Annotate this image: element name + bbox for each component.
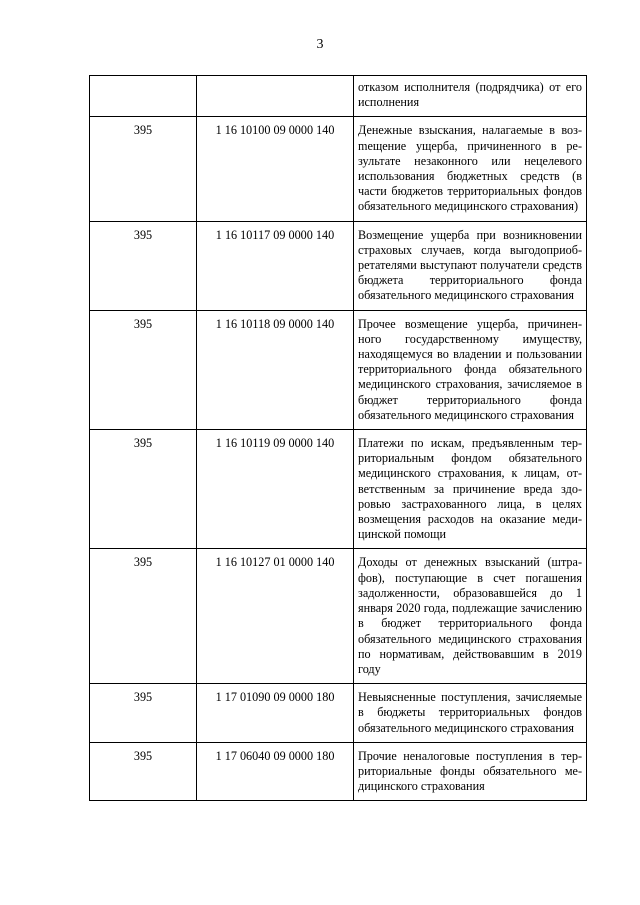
admin-code-cell: 395 bbox=[90, 221, 197, 310]
admin-code-cell: 395 bbox=[90, 684, 197, 743]
revenue-description-cell: Прочие неналоговые поступления в территориальные фонды обязательного медицинского страхования bbox=[354, 742, 587, 801]
revenue-description-cell: Невыясненные поступления, зачисляемые в бюджеты территориальных фондов обязательного медицинского страхования bbox=[354, 684, 587, 743]
revenue-description-cell: Возмещение ущерба при возникновении страховых случаев, когда выгодоприобретателями выступают получатели средств бюджета территориального фонда обязательного медицинского страхования bbox=[354, 221, 587, 310]
budget-codes-table bbox=[89, 75, 587, 801]
revenue-description-cell: Денежные взыскания, налагаемые в возmещение ущерба, причиненного в результате незаконного или нецелевого использования бюджетных средств (в части бюджетов территориальных фондов обязательного медицинского страхования) bbox=[354, 117, 587, 221]
revenue-description-cell: Платежи по искам, предъявленным территориальным фондом обязательного медицинского страхования, к лицам, ответственным за причинение вреда здоровью застрахованного лица, в целях возмещения расходов на оказание медицинской помощи bbox=[354, 430, 587, 549]
admin-code-cell bbox=[90, 76, 197, 117]
budget-classification-code-cell: 1 17 06040 09 0000 180 bbox=[197, 742, 354, 801]
revenue-description-cell: Доходы от денежных взысканий (штрафов), поступающие в счет погашения задолженности, образовавшейся до 1 января 2020 года, подлежащие зачислению в бюджет территориального фонда обязательного медицинского страхования по нормативам, действовавшим в 2019 году bbox=[354, 549, 587, 684]
budget-classification-code-cell: 1 16 10127 01 0000 140 bbox=[197, 549, 354, 684]
page-number: 3 bbox=[316, 37, 324, 52]
admin-code-cell: 395 bbox=[90, 430, 197, 549]
table-row bbox=[90, 742, 587, 801]
revenue-description-cell: отказом исполнителя (подрядчика) от его исполнения bbox=[354, 76, 587, 117]
budget-classification-code-cell: 1 16 10118 09 0000 140 bbox=[197, 310, 354, 429]
admin-code-cell: 395 bbox=[90, 310, 197, 429]
revenue-description-cell: Прочее возмещение ущерба, причиненного государственному имуществу, находящемуся во владении и пользовании территориального фонда обязательного медицинского страхования, зачисляемое в бюджет территориального фонда обязательного медицинского страхования bbox=[354, 310, 587, 429]
budget-classification-code-cell: 1 16 10117 09 0000 140 bbox=[197, 221, 354, 310]
table-row bbox=[90, 221, 587, 310]
table-row bbox=[90, 117, 587, 221]
table-row bbox=[90, 549, 587, 684]
table-row bbox=[90, 310, 587, 429]
budget-classification-code-cell: 1 16 10119 09 0000 140 bbox=[197, 430, 354, 549]
admin-code-cell: 395 bbox=[90, 742, 197, 801]
admin-code-cell: 395 bbox=[90, 117, 197, 221]
table-row bbox=[90, 684, 587, 743]
budget-classification-code-cell: 1 17 01090 09 0000 180 bbox=[197, 684, 354, 743]
budget-classification-code-cell bbox=[197, 76, 354, 117]
table-row bbox=[90, 76, 587, 117]
table-row bbox=[90, 430, 587, 549]
budget-classification-code-cell: 1 16 10100 09 0000 140 bbox=[197, 117, 354, 221]
admin-code-cell: 395 bbox=[90, 549, 197, 684]
